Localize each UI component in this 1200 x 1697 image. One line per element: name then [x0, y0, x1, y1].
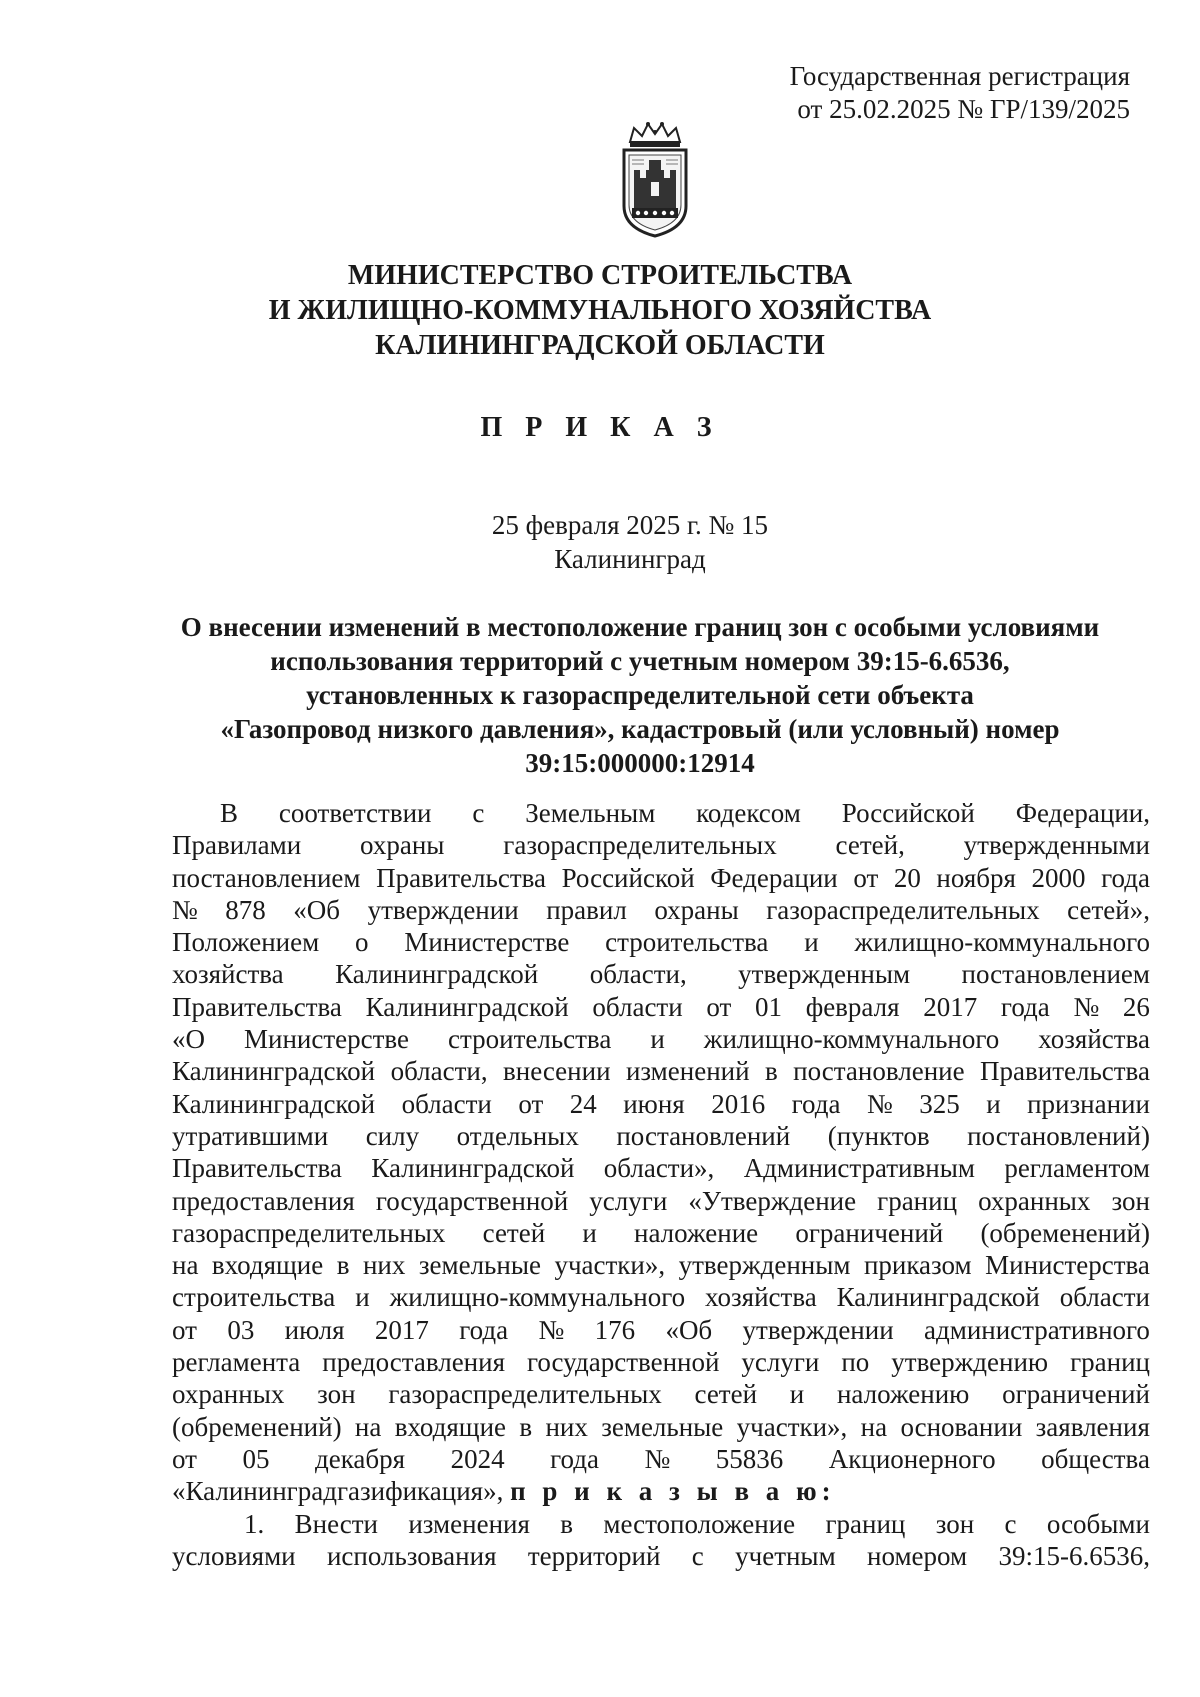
closing-prefix: «Калининградгазификация»,	[172, 1476, 504, 1507]
date-block	[0, 508, 1200, 576]
title-line: О внесении изменений в местоположение границ зон с особыми условиями	[180, 612, 1100, 642]
title-line: «Газопровод низкого давления», кадастровый (или условный) номер	[220, 714, 1060, 744]
body-line: Положением о Министерстве строительства и жилищно-коммунального	[172, 927, 1150, 958]
registration-line-2: от 25.02.2025 № ГР/139/2025	[797, 94, 1130, 124]
body-line: Правилами охраны газораспределительных сетей, утвержденными	[172, 830, 1150, 861]
body-line: Правительства Калининградской области от 01 февраля 2017 года № 26	[172, 991, 1150, 1022]
ministry-line-1: МИНИСТЕРСТВО СТРОИТЕЛЬСТВА	[347, 260, 853, 291]
order-verb: п р и к а з ы в а ю:	[510, 1476, 836, 1507]
title-line: 39:15:000000:12914	[525, 748, 755, 778]
body-closing-line	[172, 1475, 1150, 1507]
item-1-line: условиями использования территорий с учетным номером 39:15-6.6536,	[172, 1540, 1150, 1571]
body-line: хозяйства Калининградской области, утвержденным постановлением	[172, 959, 1150, 990]
document-type: П Р И К А З	[480, 412, 720, 443]
ministry-line-2: И ЖИЛИЩНО-КОММУНАЛЬНОГО ХОЗЯЙСТВА	[268, 295, 932, 326]
body-line: строительства и жилищно-коммунального хозяйства Калининградской области	[172, 1282, 1150, 1313]
body-line: от 05 декабря 2024 года № 55836 Акционерного общества	[172, 1443, 1150, 1474]
title-line: установленных к газораспределительной сети объекта	[306, 680, 974, 710]
item-1-line: 1. Внести изменения в местоположение границ зон с особыми	[244, 1508, 1150, 1539]
body-line: «О Министерстве строительства и жилищно-коммунального хозяйства	[172, 1024, 1150, 1055]
body-line: предоставления государственной услуги «Утверждение границ охранных зон	[172, 1185, 1150, 1216]
body-line: утратившими силу отдельных постановлений (пунктов постановлений)	[172, 1120, 1150, 1151]
order-city: Калининград	[554, 544, 706, 574]
body-line: газораспределительных сетей и наложение ограничений (обременений)	[172, 1217, 1150, 1248]
body-line: постановлением Правительства Российской Федерации от 20 ноября 2000 года	[172, 862, 1150, 893]
registration-stamp	[710, 60, 1130, 126]
kaliningrad-coat-of-arms-icon	[616, 120, 694, 238]
body-line: В соответствии с Земельным кодексом Российской Федерации,	[220, 798, 1150, 828]
ministry-line-3: КАЛИНИНГРАДСКОЙ ОБЛАСТИ	[375, 330, 825, 361]
body-line: от 03 июля 2017 года № 176 «Об утверждении административного	[172, 1314, 1150, 1345]
order-date-number: 25 февраля 2025 г. № 15	[491, 510, 769, 540]
title-line: использования территорий с учетным номером 39:15-6.6536,	[270, 646, 1010, 676]
body-line: Калининградской области, внесении изменений в постановление Правительства	[172, 1056, 1150, 1087]
order-body	[172, 797, 1150, 1572]
body-line: на входящие в них земельные участки», утвержденным приказом Министерства	[172, 1250, 1150, 1281]
body-line: регламента предоставления государственной услуги по утверждению границ	[172, 1347, 1150, 1378]
order-title	[120, 610, 1130, 780]
body-line: № 878 «Об утверждении правил охраны газораспределительных сетей»,	[172, 894, 1150, 925]
registration-line-1: Государственная регистрация	[789, 61, 1130, 91]
ministry-name	[150, 258, 1050, 363]
body-line: (обременений) на входящие в них земельные участки», на основании заявления	[172, 1411, 1150, 1442]
body-line: Калининградской области от 24 июня 2016 года № 325 и признании	[172, 1088, 1150, 1119]
body-line: Правительства Калининградской области», Административным регламентом	[172, 1153, 1150, 1184]
body-line: охранных зон газораспределительных сетей и наложению ограничений	[172, 1379, 1150, 1410]
